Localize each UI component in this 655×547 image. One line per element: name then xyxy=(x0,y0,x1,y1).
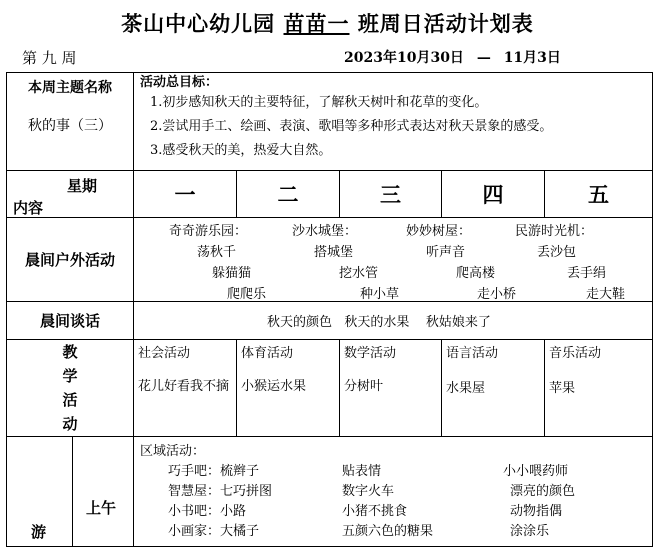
outdoor-activity: 荡秋千 xyxy=(197,245,237,260)
game-period-cell xyxy=(73,437,134,547)
morning-talk-topics: 秋天的颜色 秋天的水果 秋姑娘来了 xyxy=(134,302,653,340)
weekly-plan-table xyxy=(6,72,653,547)
outdoor-area: 沙水城堡： xyxy=(292,224,358,239)
area-activity-item: 涂涂乐 xyxy=(510,524,550,539)
date-range xyxy=(344,47,561,67)
area-activity-item: 小小喂药师 xyxy=(503,464,569,479)
outdoor-activity: 听声音 xyxy=(426,245,466,260)
game-period: 上午 xyxy=(86,499,117,517)
teaching-label-char: 学 xyxy=(62,367,78,385)
outdoor-activity: 搭城堡 xyxy=(314,245,354,260)
morning-talk-label: 晨间谈话 xyxy=(7,302,134,340)
area-activity-label: 区域活动： xyxy=(140,444,206,459)
page-title xyxy=(0,8,655,38)
morning-outdoor-row xyxy=(7,218,653,302)
goal-item: 2.尝试用手工、绘画、表演、歌唱等多种形式表达对秋天景象的感受。 xyxy=(150,119,553,134)
teaching-activity-title: 小猴运水果 xyxy=(241,379,307,394)
outdoor-activity: 丢手绢 xyxy=(567,266,607,281)
theme-row xyxy=(7,73,653,171)
area-activity-item: 智慧屋：七巧拼图 xyxy=(168,484,273,499)
area-activity-item: 小画家：大橘子 xyxy=(168,524,260,539)
teaching-label-char: 动 xyxy=(62,415,78,433)
area-activity-item: 数字火车 xyxy=(342,484,395,499)
teaching-subject-type: 数学活动 xyxy=(344,346,397,361)
teaching-label-char: 教 xyxy=(62,343,78,361)
theme-cell xyxy=(7,73,134,171)
area-activity-item: 小猪不挑食 xyxy=(342,504,408,519)
teaching-cell-wednesday xyxy=(340,340,442,437)
teaching-row xyxy=(7,340,653,437)
title-school: 茶山中心幼儿园 xyxy=(121,11,276,36)
teaching-subject-type: 音乐活动 xyxy=(549,346,602,361)
morning-outdoor-label: 晨间户外活动 xyxy=(7,218,134,302)
goal-item: 3.感受秋天的美，热爱大自然。 xyxy=(150,143,332,158)
goal-item: 1.初步感知秋天的主要特征，了解秋天树叶和花草的变化。 xyxy=(150,95,488,110)
week-number: 第 九 周 xyxy=(22,49,77,67)
area-activity-item: 小书吧：小路 xyxy=(168,504,247,519)
goals-cell xyxy=(134,73,653,171)
outdoor-activity: 挖水管 xyxy=(339,266,379,281)
day-monday: 一 xyxy=(134,171,237,218)
outdoor-area: 妙妙树屋： xyxy=(406,224,472,239)
morning-outdoor-cell xyxy=(134,218,653,302)
date-end: 11月3日 xyxy=(503,50,561,66)
theme-name: 秋的事（三） xyxy=(28,118,112,134)
teaching-cell-tuesday xyxy=(237,340,340,437)
area-activity-item: 漂亮的颜色 xyxy=(510,484,576,499)
outdoor-activity: 爬高楼 xyxy=(456,266,496,281)
day-tuesday: 二 xyxy=(237,171,340,218)
day-thursday: 四 xyxy=(442,171,545,218)
game-row xyxy=(7,437,653,547)
day-wednesday: 三 xyxy=(340,171,442,218)
area-activity-cell xyxy=(134,437,653,547)
date-start: 2023年10月30日 xyxy=(344,50,464,66)
outdoor-activity: 爬爬乐 xyxy=(227,287,267,302)
area-activity-item: 五颜六色的糖果 xyxy=(342,524,434,539)
teaching-cell-thursday xyxy=(442,340,545,437)
teaching-subject-type: 语言活动 xyxy=(446,346,499,361)
outdoor-activity: 走大鞋 xyxy=(586,287,626,302)
content-label: 内容 xyxy=(13,199,44,217)
weekday-label: 星期 xyxy=(67,177,98,195)
outdoor-area: 奇奇游乐园： xyxy=(169,224,248,239)
teaching-cell-friday xyxy=(545,340,653,437)
game-label-cell xyxy=(7,437,73,547)
teaching-activity-title: 水果屋 xyxy=(446,381,486,396)
area-activity-item: 巧手吧：梳辫子 xyxy=(168,464,260,479)
teaching-activity-title: 花儿好看我不摘 xyxy=(138,379,230,394)
teaching-cell-monday xyxy=(134,340,237,437)
title-class-name: 苗苗一 xyxy=(283,11,350,36)
goals-label: 活动总目标： xyxy=(140,75,219,90)
day-friday: 五 xyxy=(545,171,653,218)
weekday-content-cell xyxy=(7,171,134,218)
outdoor-activity: 种小草 xyxy=(360,287,400,302)
area-activity-item: 动物指偶 xyxy=(510,504,563,519)
teaching-subject-type: 体育活动 xyxy=(241,346,294,361)
weekday-row xyxy=(7,171,653,218)
outdoor-activity: 走小桥 xyxy=(477,287,517,302)
outdoor-activity: 躲猫猫 xyxy=(212,266,252,281)
outdoor-area: 民游时光机： xyxy=(515,224,594,239)
teaching-label-char: 活 xyxy=(62,391,78,409)
title-suffix: 班周日活动计划表 xyxy=(357,11,534,36)
teaching-activity-title: 苹果 xyxy=(549,381,576,396)
outdoor-activity: 丢沙包 xyxy=(537,245,577,260)
area-activity-item: 贴表情 xyxy=(342,464,382,479)
teaching-label xyxy=(7,340,134,437)
theme-label: 本周主题名称 xyxy=(28,80,112,96)
game-label-char: 游 xyxy=(31,523,47,541)
teaching-activity-title: 分树叶 xyxy=(344,379,384,394)
morning-talk-row xyxy=(7,302,653,340)
teaching-subject-type: 社会活动 xyxy=(138,346,191,361)
date-dash: — xyxy=(476,50,491,66)
